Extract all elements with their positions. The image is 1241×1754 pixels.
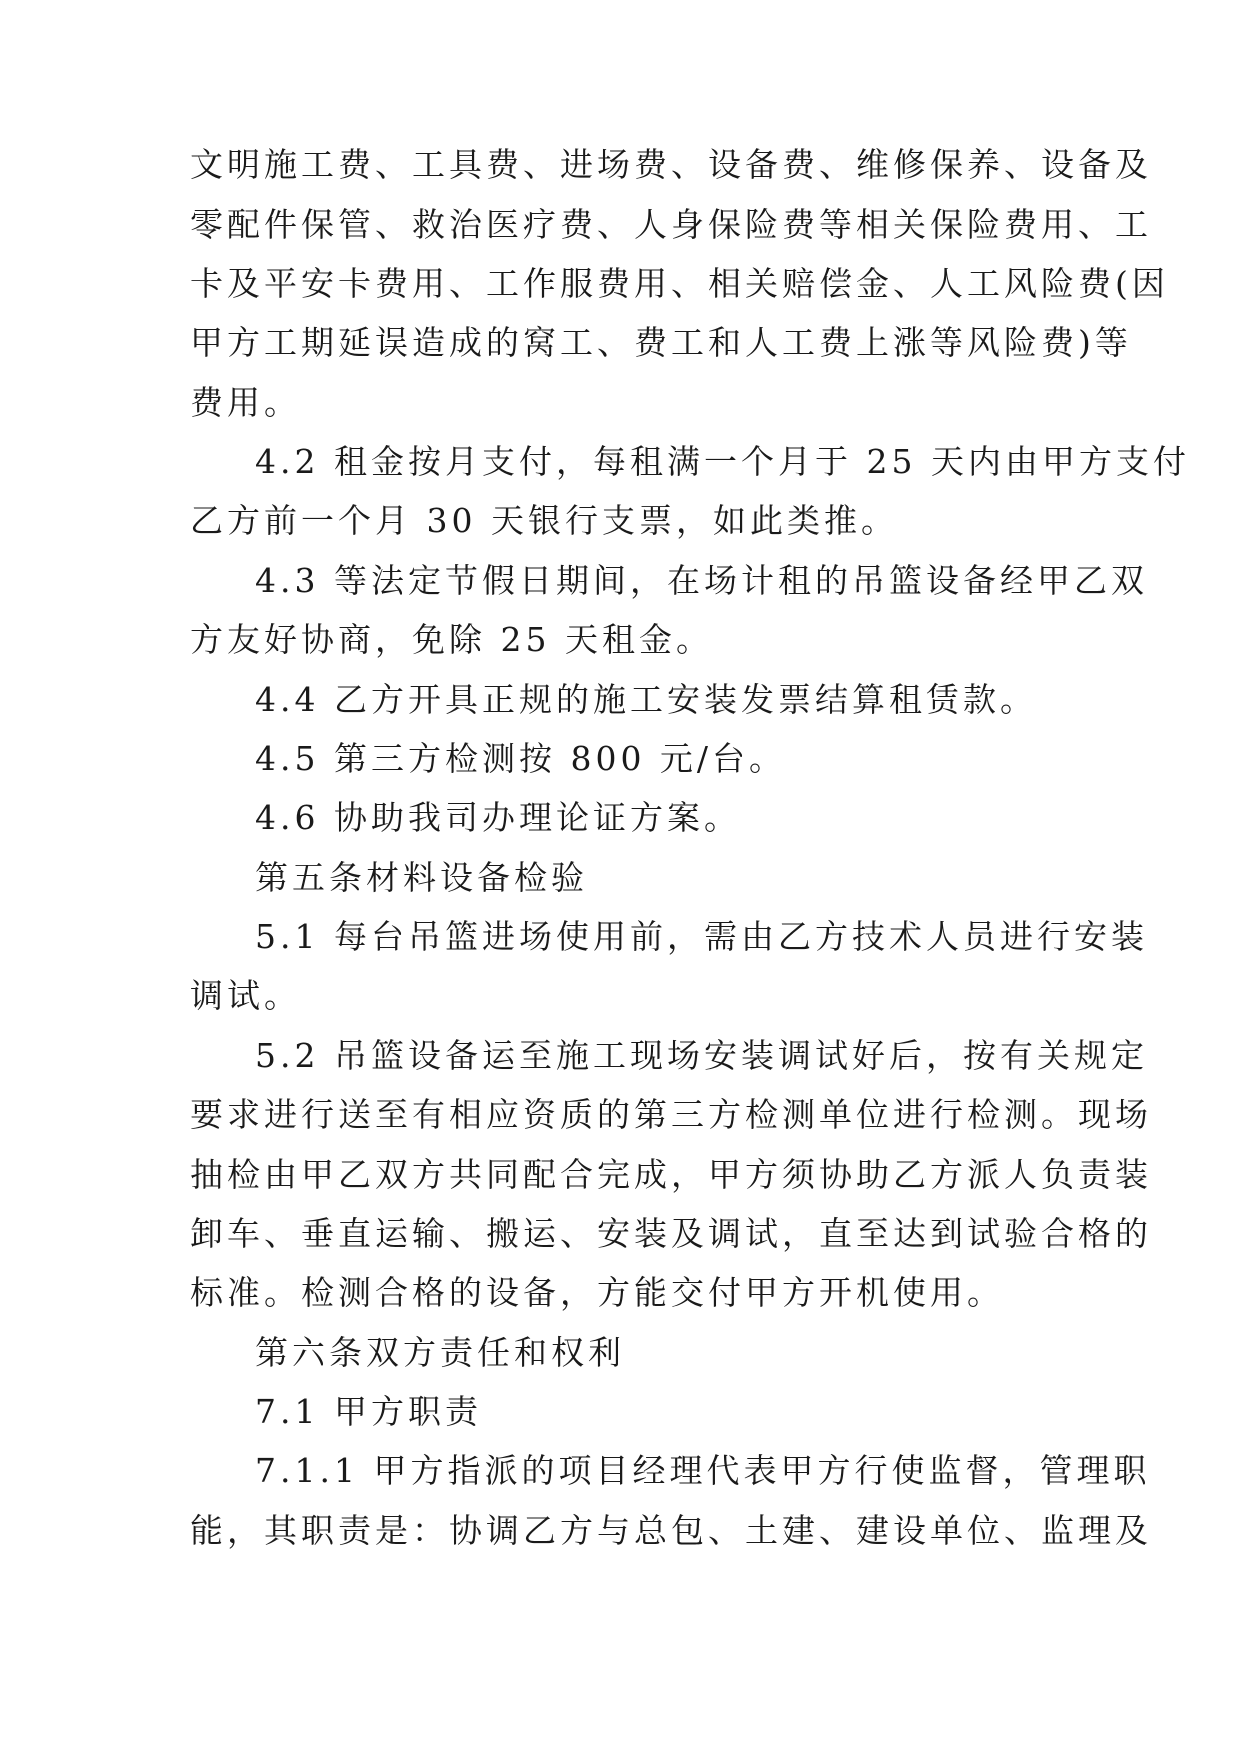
clause-4-3: 4.3 等法定节假日期间，在场计租的吊篮设备经甲乙双	[255, 561, 1148, 600]
text-line: 费用。	[190, 383, 301, 422]
text-line: 卸车、垂直运输、搬运、安装及调试，直至达到试验合格的	[190, 1214, 1152, 1253]
text-line: 调试。	[190, 976, 301, 1015]
text-line: 乙方前一个月 30 天银行支票，如此类推。	[190, 501, 898, 540]
section-heading-6: 第六条双方责任和权利	[255, 1333, 625, 1372]
section-heading-5: 第五条材料设备检验	[255, 858, 588, 897]
text-line: 方友好协商，免除 25 天租金。	[190, 620, 713, 659]
text-line: 要求进行送至有相应资质的第三方检测单位进行检测。现场	[190, 1095, 1152, 1134]
clause-4-6: 4.6 协助我司办理论证方案。	[255, 798, 741, 837]
text-line: 甲方工期延误造成的窝工、费工和人工费上涨等风险费)等	[190, 323, 1132, 362]
text-line: 标准。检测合格的设备，方能交付甲方开机使用。	[190, 1273, 1004, 1312]
text-line: 文明施工费、工具费、进场费、设备费、维修保养、设备及	[190, 145, 1152, 184]
text-line: 零配件保管、救治医疗费、人身保险费等相关保险费用、工	[190, 205, 1152, 244]
clause-5-1: 5.1 每台吊篮进场使用前，需由乙方技术人员进行安装	[255, 917, 1148, 956]
text-line: 能，其职责是：协调乙方与总包、土建、建设单位、监理及	[190, 1511, 1152, 1550]
text-line: 抽检由甲乙双方共同配合完成，甲方须协助乙方派人负责装	[190, 1155, 1152, 1194]
clause-7-1: 7.1 甲方职责	[255, 1392, 482, 1431]
clause-4-5: 4.5 第三方检测按 800 元/台。	[255, 739, 787, 778]
clause-5-2: 5.2 吊篮设备运至施工现场安装调试好后，按有关规定	[255, 1036, 1148, 1075]
clause-7-1-1: 7.1.1 甲方指派的项目经理代表甲方行使监督，管理职	[255, 1451, 1151, 1490]
clause-4-4: 4.4 乙方开具正规的施工安装发票结算租赁款。	[255, 680, 1037, 719]
text-line: 卡及平安卡费用、工作服费用、相关赔偿金、人工风险费(因	[190, 264, 1169, 303]
clause-4-2: 4.2 租金按月支付，每租满一个月于 25 天内由甲方支付	[255, 442, 1190, 481]
